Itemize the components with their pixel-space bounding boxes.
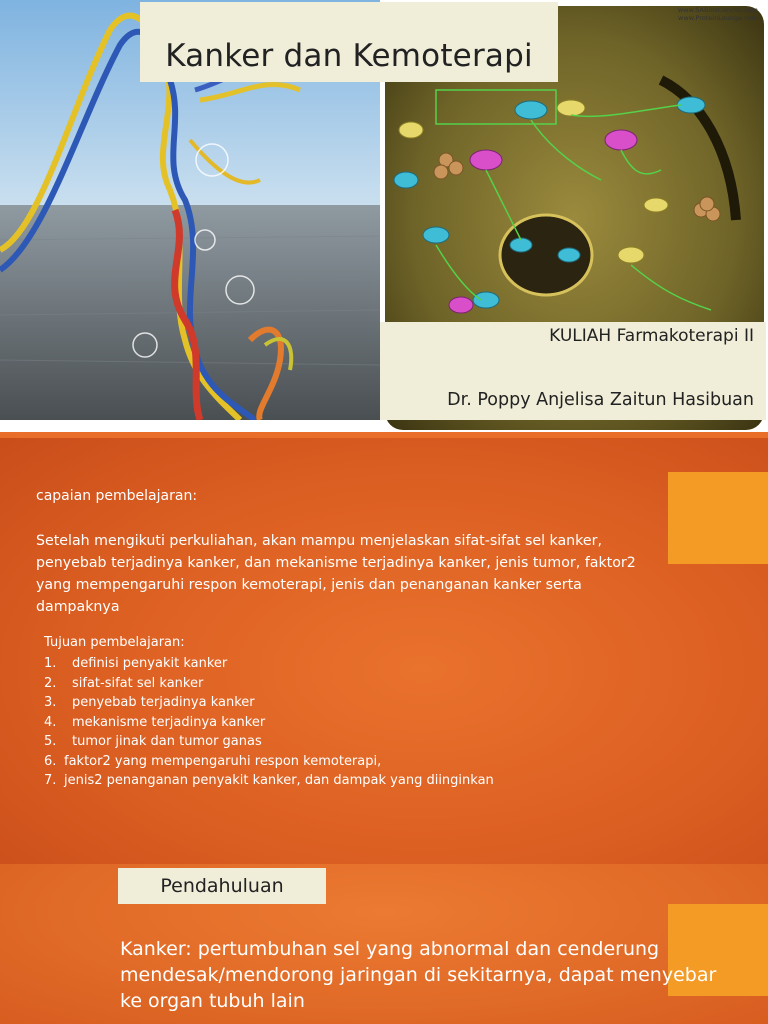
learning-outcomes-heading: capaian pembelajaran: bbox=[36, 488, 198, 504]
credit-line-2: www.ProteinLounge.com bbox=[678, 14, 758, 22]
list-item bbox=[44, 752, 494, 772]
item-text: penyebab terjadinya kanker bbox=[72, 695, 255, 710]
objectives-list bbox=[44, 654, 494, 791]
introduction-paragraph: Kanker: pertumbuhan sel yang abnormal dan cenderung mendesak/mendorong jaringan di sekitarnya, dapat menyebar ke organ tubuh lain bbox=[120, 938, 717, 1012]
list-item bbox=[44, 654, 494, 674]
item-text: mekanisme terjadinya kanker bbox=[72, 714, 266, 730]
slide-title bbox=[0, 0, 768, 432]
slide-title-text: Kanker dan Kemoterapi bbox=[165, 38, 533, 74]
item-text: tumor jinak dan tumor ganas bbox=[72, 734, 262, 749]
item-text: faktor2 yang mempengaruhi respon kemoterapi, bbox=[64, 753, 382, 769]
list-item bbox=[44, 693, 494, 713]
subtitle-box bbox=[380, 322, 766, 420]
credit-line-1: www.SABiosciences.com bbox=[677, 6, 758, 14]
item-number: 2. bbox=[44, 675, 57, 691]
item-number: 1. bbox=[44, 656, 57, 671]
item-number: 3. bbox=[44, 695, 57, 710]
image-credit bbox=[678, 6, 758, 22]
slide-top-edge bbox=[0, 432, 768, 438]
list-item bbox=[44, 771, 494, 791]
list-item bbox=[44, 713, 494, 733]
objectives-title: Tujuan pembelajaran: bbox=[44, 635, 185, 650]
section-title: Pendahuluan bbox=[160, 875, 284, 897]
list-item bbox=[44, 732, 494, 752]
learning-outcomes-paragraph: Setelah mengikuti perkuliahan, akan mampu menjelaskan sifat-sifat sel kanker, penyebab terjadinya kanker, dan mekanisme terjadinya kanker, jenis tumor, faktor2 yang mempengaruhi respon kemoterapi, jenis dan penanganan kanker serta dampaknya bbox=[36, 533, 636, 615]
item-number: 5. bbox=[44, 734, 57, 749]
accent-square bbox=[668, 472, 768, 564]
item-number: 7. bbox=[44, 773, 57, 788]
item-text: sifat-sifat sel kanker bbox=[72, 675, 204, 691]
course-name: KULIAH Farmakoterapi II bbox=[549, 326, 754, 346]
item-text: definisi penyakit kanker bbox=[72, 656, 228, 671]
slide-learning-outcomes bbox=[0, 432, 768, 864]
item-text: jenis2 penanganan penyakit kanker, dan dampak yang diinginkan bbox=[64, 773, 494, 788]
item-number: 4. bbox=[44, 714, 57, 730]
section-title-box bbox=[118, 868, 326, 904]
list-item bbox=[44, 674, 494, 694]
lecturer-name: Dr. Poppy Anjelisa Zaitun Hasibuan bbox=[447, 390, 754, 410]
item-number: 6. bbox=[44, 753, 57, 769]
title-box bbox=[140, 2, 558, 82]
slide-introduction bbox=[0, 864, 768, 1024]
